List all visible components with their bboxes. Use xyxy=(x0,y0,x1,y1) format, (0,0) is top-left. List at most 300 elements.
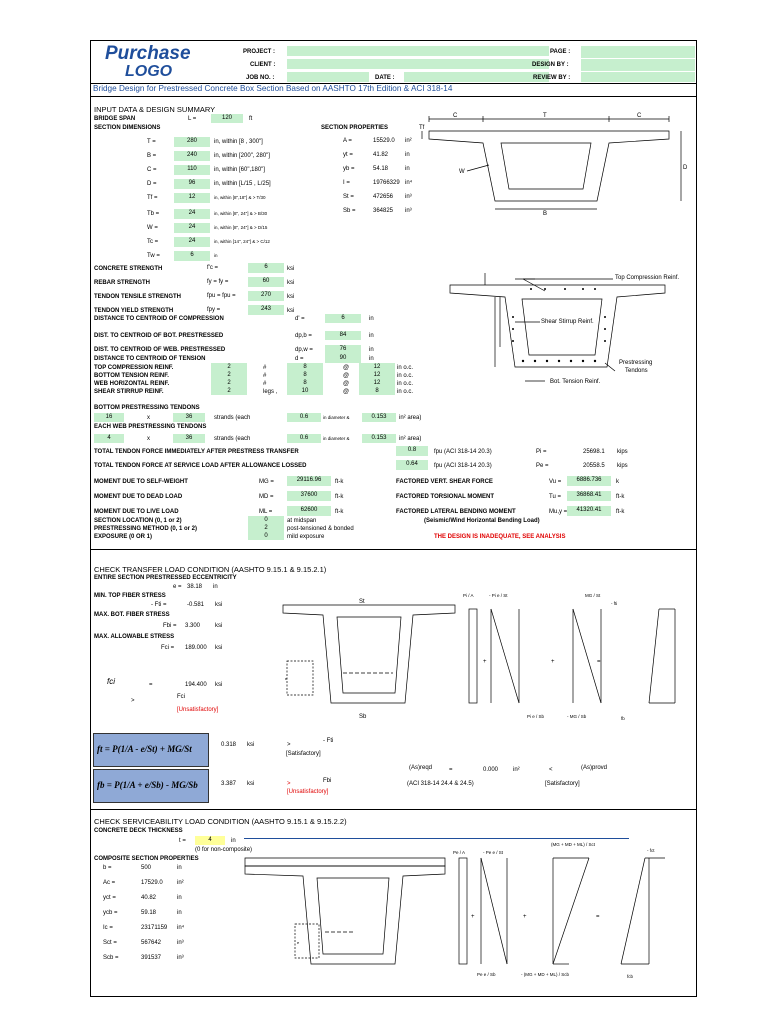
pe-unit: kips xyxy=(617,463,628,469)
comp-value: 40.82 xyxy=(141,895,157,901)
prop-unit: in xyxy=(405,152,410,158)
svg-text:D: D xyxy=(683,165,688,171)
fb-rhs: Fbi xyxy=(323,778,332,784)
prop-symbol: St = xyxy=(343,194,354,200)
pe-value: 20558.5 xyxy=(583,463,605,469)
factored-input[interactable]: 36868.41 xyxy=(567,491,611,501)
project-field[interactable] xyxy=(287,46,549,56)
comp-value: 500 xyxy=(141,865,152,871)
centroid-label: DISTANCE TO CENTROID OF COMPRESSION xyxy=(94,316,224,322)
ft-rhs: - Fti xyxy=(323,738,334,744)
option-input[interactable]: 0 xyxy=(248,516,284,524)
load-label: MOMENT DUE TO LIVE LOAD xyxy=(94,509,179,515)
factored-unit: ft-k xyxy=(616,494,625,500)
diag-mg-st: MG / St xyxy=(585,593,601,598)
centroid-input[interactable]: 6 xyxy=(325,314,361,323)
comp-symbol: Sct = xyxy=(103,940,117,946)
comp-label: COMPOSITE SECTION PROPERTIES xyxy=(94,856,199,862)
transfer-title: CHECK TRANSFER LOAD CONDITION (AASHTO 9.15.1 & 9.15.2.1) xyxy=(94,565,327,574)
fci-cmp: > xyxy=(131,698,135,704)
dim-note: in, within [200", 280"] xyxy=(214,153,270,159)
dim-note: in, within [8", 24"] & > B/30 xyxy=(214,211,268,216)
project-label: PROJECT : xyxy=(243,49,276,55)
reinf-spacing[interactable]: 12 xyxy=(359,363,395,371)
fb-unit: ksi xyxy=(247,781,255,787)
transfer-plus-1: + xyxy=(483,659,487,665)
pi-unit: kips xyxy=(617,449,628,455)
dim-note: in, within [60",180"] xyxy=(214,167,265,173)
reinf-unit: in o.c. xyxy=(397,365,414,371)
centroid-unit: in xyxy=(369,333,374,339)
e-unit: in xyxy=(213,584,218,590)
prop-symbol: yt = xyxy=(343,152,353,158)
load-symbol: MG = xyxy=(259,479,274,485)
reinf-at: @ xyxy=(343,373,350,379)
centroid-symbol: dp,b = xyxy=(295,333,312,339)
as-ref: (ACI 318-14 24.4 & 24.5) xyxy=(407,781,474,787)
as-unit: in² xyxy=(513,767,520,773)
svc-diag-fcb: fcb xyxy=(627,974,634,979)
reinf-count[interactable]: 2 xyxy=(211,379,247,387)
reinf-count[interactable]: 2 xyxy=(211,387,247,395)
centroid-symbol: d' = xyxy=(295,316,305,322)
option-desc: mild exposure xyxy=(287,534,325,540)
svc-diag-pee-sb: Pe e / Sb xyxy=(477,972,496,977)
bot-tendons-count[interactable]: 16 xyxy=(94,413,124,422)
web-tendons-area[interactable]: 0.153 xyxy=(362,434,396,443)
svg-text:W: W xyxy=(459,169,465,175)
t-symbol: t = xyxy=(179,838,186,844)
service-plus-2: + xyxy=(523,914,527,920)
option-label: PRESTRESSING METHOD (0, 1 or 2) xyxy=(94,526,198,532)
factored-symbol: Vu = xyxy=(549,479,562,485)
dim-input[interactable]: 6 xyxy=(174,251,210,261)
prop-value: 41.82 xyxy=(373,152,389,158)
factored-symbol: Mu,y = xyxy=(549,509,568,515)
dim-input[interactable]: 24 xyxy=(174,223,210,233)
prop-symbol: I = xyxy=(343,180,350,186)
fb-cmp: > xyxy=(287,781,291,787)
fb-status: [Unsatisfactory] xyxy=(287,789,329,795)
as-req-value: 0.000 xyxy=(483,767,499,773)
prop-value: 19766329 xyxy=(373,180,400,186)
as-eq: = xyxy=(449,767,453,773)
force-transfer-symbol: fpu (ACI 318-14 20.3) xyxy=(434,449,492,455)
factored-label: FACTORED VERT. SHEAR FORCE xyxy=(396,479,493,485)
mintop-label: MIN. TOP FIBER STRESS xyxy=(94,593,166,599)
reinf-x: legs , xyxy=(263,389,278,395)
transfer-section-diagram xyxy=(283,605,688,729)
prop-unit: in³ xyxy=(405,208,412,214)
prop-value: 54.18 xyxy=(373,166,389,172)
option-label: EXPOSURE (0 OR 1) xyxy=(94,534,153,540)
comp-symbol: b = xyxy=(103,865,112,871)
transfer-sb-label: Sb xyxy=(359,714,367,720)
web-tendons-count[interactable]: 4 xyxy=(94,434,124,443)
factored-input[interactable]: 6886.736 xyxy=(567,476,611,486)
force-transfer-label: TOTAL TENDON FORCE IMMEDIATELY AFTER PRESTRESS TRANSFER xyxy=(94,449,299,455)
load-unit: ft-k xyxy=(335,509,344,515)
reinf-at: @ xyxy=(343,389,350,395)
comp-value: 23171159 xyxy=(141,925,168,931)
dims-label: SECTION DIMENSIONS xyxy=(94,125,161,131)
deck-divider xyxy=(244,838,629,839)
web-tendons-area-label: in² area) xyxy=(399,436,422,442)
dim-note: in, within [L/15 , L/25] xyxy=(214,181,271,187)
svc-diag-mb: - (MG + MD + ML) / Scb xyxy=(521,972,570,977)
prestress-label-1: Prestressing xyxy=(619,360,653,366)
transfer-plus-2: + xyxy=(551,659,555,665)
logo xyxy=(91,41,221,79)
web-tendons-each: strands (each xyxy=(214,436,251,442)
material-input[interactable]: 6 xyxy=(248,263,284,273)
comp-unit: in³ xyxy=(177,955,184,961)
service-eq: = xyxy=(596,914,600,920)
span-label: BRIDGE SPAN xyxy=(94,116,136,122)
diag-pe-st: - Pi e / St xyxy=(489,593,508,598)
comp-value: 59.18 xyxy=(141,910,157,916)
reinf-count[interactable]: 2 xyxy=(211,371,247,379)
pi-value: 25698.1 xyxy=(583,449,605,455)
option-desc: post-tensioned & bonded xyxy=(287,526,354,532)
svc-diag-fct: - fct xyxy=(647,848,655,853)
fci-rhs: Fci xyxy=(177,694,185,700)
centroid-input[interactable]: 90 xyxy=(325,354,361,363)
material-unit: ksi xyxy=(287,266,295,272)
comp-unit: in³ xyxy=(177,940,184,946)
logo-line2: LOGO xyxy=(125,63,173,77)
svg-text:B: B xyxy=(543,211,548,217)
svg-text:C: C xyxy=(637,113,642,119)
dim-input[interactable]: 12 xyxy=(174,193,210,203)
reinf-count[interactable]: 2 xyxy=(211,363,247,371)
reinf-bar[interactable]: 8 xyxy=(287,371,323,379)
maxallow-symbol: Fci = xyxy=(161,645,175,651)
t-unit: in xyxy=(231,838,236,844)
web-tendons-dia[interactable]: 0.6 xyxy=(287,434,321,443)
material-unit: ksi xyxy=(287,294,295,300)
reinf-spacing[interactable]: 12 xyxy=(359,371,395,379)
material-symbol: f'c = xyxy=(207,265,218,271)
ft-value: 0.318 xyxy=(221,742,237,748)
web-tendons-dia-label: in diameter & xyxy=(323,436,350,441)
reinf-x: # xyxy=(263,365,267,371)
pi-symbol: Pi = xyxy=(536,449,547,455)
web-tendons-label: EACH WEB PRESTRESSING TENDONS xyxy=(94,424,207,430)
fb-value: 3.387 xyxy=(221,781,237,787)
prop-symbol: A = xyxy=(343,138,352,144)
factored-label: FACTORED TORSIONAL MOMENT xyxy=(396,494,495,500)
reinf-spacing[interactable]: 12 xyxy=(359,379,395,387)
client-field[interactable] xyxy=(287,59,549,69)
box-section-diagram xyxy=(419,111,689,216)
bot-tendons-label: BOTTOM PRESTRESSING TENDONS xyxy=(94,405,200,411)
dim-note: in, within [8 , 300"] xyxy=(214,139,263,145)
web-tendons-x: x xyxy=(147,436,150,442)
centroid-unit: in xyxy=(369,356,374,362)
dim-symbol: C = xyxy=(147,167,157,173)
material-symbol: fpu = fpu = xyxy=(207,293,236,299)
centroid-unit: in xyxy=(369,347,374,353)
pe-symbol: Pe = xyxy=(536,463,549,469)
reinf-unit: in o.c. xyxy=(397,389,414,395)
bot-tendons-each: strands (each xyxy=(214,415,251,421)
transfer-e-mark: e xyxy=(285,676,288,681)
load-input[interactable]: 29116.96 xyxy=(287,476,331,486)
transfer-eq: = xyxy=(597,659,601,665)
designby-label: DESIGN BY : xyxy=(532,62,569,68)
input-section-title: INPUT DATA & DESIGN SUMMARY xyxy=(94,105,216,114)
prop-symbol: Sb = xyxy=(343,208,356,214)
jobno-field[interactable] xyxy=(287,72,369,82)
svc-diag-pe-a: Pe / A xyxy=(453,850,466,855)
prop-unit: in² xyxy=(405,138,412,144)
prop-symbol: yb = xyxy=(343,166,355,172)
bot-tendons-strands[interactable]: 36 xyxy=(173,413,205,422)
material-input[interactable]: 60 xyxy=(248,277,284,287)
maxbot-symbol: Fbi = xyxy=(163,623,177,629)
as-prov-label: (As)provd xyxy=(581,765,608,771)
page-title: Bridge Design for Prestressed Concrete Box Section Based on AASHTO 17th Edition & ACI 318-14 xyxy=(93,84,453,93)
fci-status: [Unsatisfactory] xyxy=(177,707,219,713)
option-input[interactable]: 0 xyxy=(248,532,284,540)
ft-unit: ksi xyxy=(247,742,255,748)
comp-unit: in xyxy=(177,895,182,901)
deck-label: CONCRETE DECK THICKNESS xyxy=(94,828,183,834)
reinf-spacing[interactable]: 8 xyxy=(359,387,395,395)
reviewby-label: REVIEW BY : xyxy=(533,75,571,81)
comp-symbol: ycb = xyxy=(103,910,118,916)
shear-stirrup-label: Shear Stirrup Reinf. xyxy=(541,319,594,325)
diag-fb: fb xyxy=(621,716,625,721)
ecc-label: ENTIRE SECTION PRESTRESSED ECCENTRICITY xyxy=(94,575,237,581)
material-input[interactable]: 270 xyxy=(248,291,284,301)
maxbot-label: MAX. BOT. FIBER STRESS xyxy=(94,612,170,618)
material-label: CONCRETE STRENGTH xyxy=(94,266,163,272)
maxallow-label: MAX. ALLOWABLE STRESS xyxy=(94,634,175,640)
force-transfer-input[interactable]: 0.8 xyxy=(396,446,428,456)
t-input[interactable]: 4 xyxy=(195,836,225,845)
top-reinf-label: Top Compression Reinf. xyxy=(615,275,680,281)
dim-symbol: B = xyxy=(147,153,157,159)
comp-unit: in xyxy=(177,865,182,871)
bot-tendons-dia[interactable]: 0.6 xyxy=(287,413,321,422)
service-e-mark: e xyxy=(297,940,300,945)
svg-text:T: T xyxy=(543,113,547,119)
material-symbol: fy = fy = xyxy=(207,279,229,285)
dim-symbol: Tw = xyxy=(147,253,160,259)
centroid-input[interactable]: 76 xyxy=(325,345,361,354)
centroid-label: DISTANCE TO CENTROID OF TENSION xyxy=(94,356,206,362)
date-label: DATE : xyxy=(375,75,395,81)
as-status: [Satisfactory] xyxy=(545,781,580,787)
e-symbol: e = xyxy=(173,584,182,590)
load-label: MOMENT DUE TO SELF-WEIGHT xyxy=(94,479,188,485)
load-input[interactable]: 62600 xyxy=(287,506,331,516)
prop-value: 472656 xyxy=(373,194,394,200)
centroid-unit: in xyxy=(369,316,374,322)
dim-symbol: Tf = xyxy=(147,195,158,201)
logo-line1: Purchase xyxy=(105,43,191,64)
maxallow-value: 189.000 xyxy=(185,645,207,651)
dim-symbol: W = xyxy=(147,225,158,231)
centroid-label: DIST. TO CENTROID OF BOT. PRESTRESSED xyxy=(94,333,224,339)
force-service-label: TOTAL TENDON FORCE AT SERVICE LOAD AFTER ALLOWANCE LOSSED xyxy=(94,463,307,469)
comp-unit: in xyxy=(177,910,182,916)
svc-diag-pee-st: - Pe e / St xyxy=(483,850,504,855)
comp-unit: in⁴ xyxy=(177,925,185,931)
formula-bot: fb = P(1/A + e/Sb) - MG/Sb xyxy=(97,780,198,790)
centroid-input[interactable]: 84 xyxy=(325,331,361,340)
factored-label: FACTORED LATERAL BENDING MOMENT xyxy=(396,509,516,515)
mintop-symbol: - Fti = xyxy=(151,602,167,608)
centroid-symbol: dp,w = xyxy=(295,347,313,353)
reinf-label: BOTTOM TENSION REINF. xyxy=(94,373,169,379)
comp-value: 17529.0 xyxy=(141,880,163,886)
divider-1 xyxy=(91,549,696,550)
dim-input[interactable]: 24 xyxy=(174,209,210,219)
t-note: (0 for non-composite) xyxy=(195,847,253,853)
dim-input[interactable]: 240 xyxy=(174,151,210,161)
reinf-label: WEB HORIZONTAL REINF. xyxy=(94,381,170,387)
maxbot-unit: ksi xyxy=(215,623,223,629)
reinf-unit: in o.c. xyxy=(397,373,414,379)
page-label: PAGE : xyxy=(550,49,571,55)
reinf-at: @ xyxy=(343,365,350,371)
load-label: MOMENT DUE TO DEAD LOAD xyxy=(94,494,183,500)
bot-tendons-area[interactable]: 0.153 xyxy=(362,413,396,422)
reinf-x: # xyxy=(263,373,267,379)
service-section-diagram xyxy=(245,854,690,978)
material-label: TENDON YIELD STRENGTH xyxy=(94,308,174,314)
fci-symbol: fci xyxy=(107,677,115,686)
dim-note: in, within [8",18"] & > T/30 xyxy=(214,195,266,200)
option-label: SECTION LOCATION (0, 1 or 2) xyxy=(94,518,182,524)
material-unit: ksi xyxy=(287,308,295,314)
factored-unit: ft-k xyxy=(616,509,625,515)
ft-status: [Satisfactory] xyxy=(286,751,321,757)
material-symbol: fpy = xyxy=(207,307,221,313)
material-input[interactable]: 243 xyxy=(248,305,284,315)
option-desc: at midspan xyxy=(287,518,317,524)
ft-cmp: > xyxy=(287,742,291,748)
diag-ft: - fti xyxy=(611,601,618,606)
centroid-label: DIST. TO CENTROID OF WEB. PRESTRESSED xyxy=(94,347,226,353)
service-plus-1: + xyxy=(471,914,475,920)
comp-value: 391537 xyxy=(141,955,162,961)
force-service-input[interactable]: 0.64 xyxy=(396,460,428,470)
design-verdict: THE DESIGN IS INADEQUATE, SEE ANALYSIS xyxy=(434,534,566,540)
reinf-bar[interactable]: 10 xyxy=(287,387,323,395)
fci-eq: = xyxy=(149,682,153,688)
bot-tendons-area-label: in² area) xyxy=(399,415,422,421)
option-input[interactable]: 2 xyxy=(248,524,284,532)
dim-input[interactable]: 96 xyxy=(174,179,210,189)
service-title: CHECK SERVICEABILITY LOAD CONDITION (AASHTO 9.15.1 & 9.15.2.2) xyxy=(94,817,347,826)
load-input[interactable]: 37600 xyxy=(287,491,331,501)
svg-text:Tf: Tf xyxy=(419,125,425,131)
diag-pe-sb: Pi e / Sb xyxy=(527,714,545,719)
as-cmp: < xyxy=(549,767,553,773)
dim-symbol: Tb = xyxy=(147,211,160,217)
load-unit: ft-k xyxy=(335,479,344,485)
force-service-symbol: fpu (ACI 318-14 20.3) xyxy=(434,463,492,469)
designby-field[interactable] xyxy=(581,59,695,71)
comp-value: 567642 xyxy=(141,940,162,946)
reinf-at: @ xyxy=(343,381,350,387)
as-req-label: (As)reqd xyxy=(409,765,433,771)
material-label: TENDON TENSILE STRENGTH xyxy=(94,294,182,300)
material-unit: ksi xyxy=(287,280,295,286)
transfer-st-label: St xyxy=(359,599,365,605)
reinf-unit: in o.c. xyxy=(397,381,414,387)
mintop-value: -0.581 xyxy=(187,602,205,608)
span-symbol: L = xyxy=(188,116,197,122)
comp-symbol: yct = xyxy=(103,895,116,901)
formula-top: ft = P(1/A - e/St) + MG/St xyxy=(97,744,192,754)
span-input[interactable]: 120 xyxy=(211,114,243,123)
mintop-unit: ksi xyxy=(215,602,223,608)
comp-symbol: Ac = xyxy=(103,880,116,886)
reviewby-field[interactable] xyxy=(581,72,695,82)
jobno-label: JOB NO. : xyxy=(246,75,275,81)
reinf-label: SHEAR STIRRUP REINF. xyxy=(94,389,164,395)
dim-symbol: D = xyxy=(147,181,157,187)
diag-mg-sb: - MG / Sb xyxy=(567,714,587,719)
factored-input[interactable]: 41320.41 xyxy=(567,506,611,516)
reinf-bar[interactable]: 8 xyxy=(287,379,323,387)
seismic-note: (Seismic/Wind Horizontal Bending Load) xyxy=(424,518,540,524)
worksheet-page xyxy=(90,40,697,997)
span-unit: ft xyxy=(249,116,253,122)
bot-tension-label: Bot. Tension Reinf. xyxy=(550,379,601,385)
svc-diag-mt: (MG + MD + ML) / Sct xyxy=(551,842,596,847)
material-label: REBAR STRENGTH xyxy=(94,280,151,286)
prestress-label-2: Tendons xyxy=(625,368,648,374)
dim-symbol: Tc = xyxy=(147,239,159,245)
dim-input[interactable]: 280 xyxy=(174,137,210,147)
fci-unit: ksi xyxy=(215,682,223,688)
svg-text:C: C xyxy=(453,113,458,119)
maxallow-unit: ksi xyxy=(215,645,223,651)
props-label: SECTION PROPERTIES xyxy=(321,125,389,131)
reinforcement-diagram xyxy=(445,267,695,389)
load-symbol: ML = xyxy=(259,509,273,515)
maxbot-value: 3.300 xyxy=(185,623,201,629)
web-tendons-strands[interactable]: 36 xyxy=(173,434,205,443)
dim-note: in, within [8", 24"] & > D/15 xyxy=(214,225,268,230)
load-unit: ft-k xyxy=(335,494,344,500)
dim-input[interactable]: 24 xyxy=(174,237,210,247)
factored-unit: k xyxy=(616,479,619,485)
comp-symbol: Ic = xyxy=(103,925,113,931)
dim-input[interactable]: 110 xyxy=(174,165,210,175)
date-field[interactable] xyxy=(404,72,549,82)
dim-note: in xyxy=(214,253,218,258)
client-label: CLIENT : xyxy=(250,62,276,68)
bot-tendons-dia-label: in diameter & xyxy=(323,415,350,420)
bot-tendons-x: x xyxy=(147,415,150,421)
diag-p-a: Pi / A xyxy=(463,593,474,598)
factored-symbol: Tu = xyxy=(549,494,561,500)
page-field[interactable] xyxy=(581,46,695,58)
comp-unit: in² xyxy=(177,880,184,886)
divider-2 xyxy=(91,809,696,810)
reinf-bar[interactable]: 8 xyxy=(287,363,323,371)
centroid-symbol: d = xyxy=(295,356,304,362)
comp-symbol: Scb = xyxy=(103,955,119,961)
load-symbol: MD = xyxy=(259,494,274,500)
